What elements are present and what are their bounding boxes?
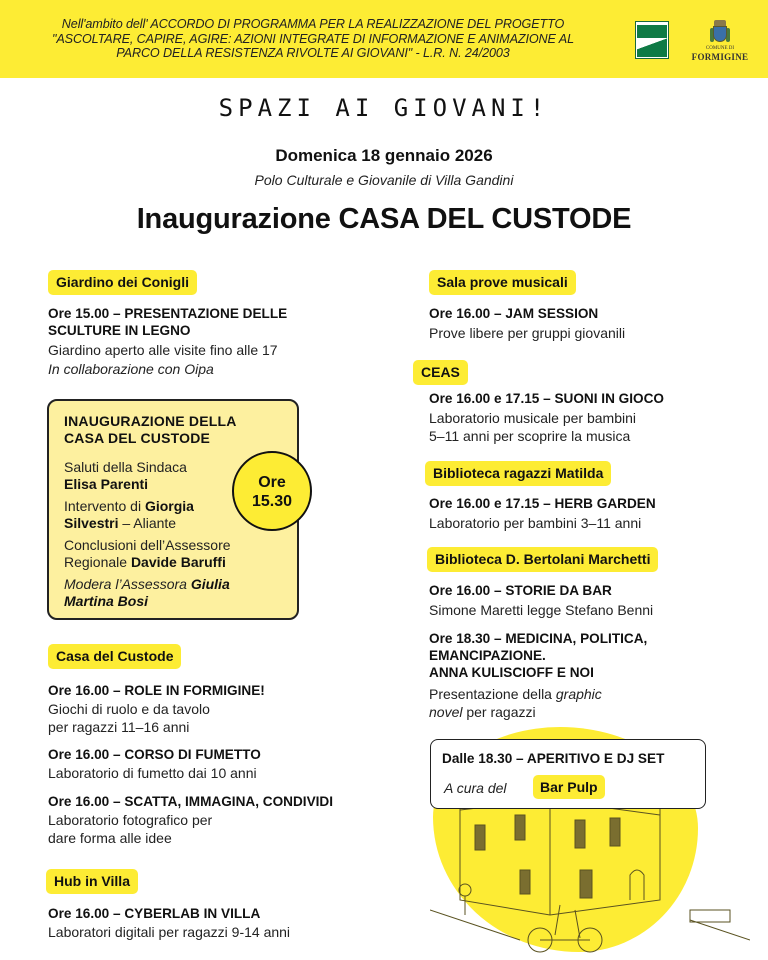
comune-formigine-logo <box>690 20 750 66</box>
comune-name: FORMIGINE <box>691 52 749 62</box>
event-title: Ore 16.00 e 17.15 – SUONI IN GIOCO <box>429 391 664 406</box>
page-title: Inaugurazione CASA DEL CUSTODE <box>136 203 632 235</box>
event-desc <box>429 685 602 721</box>
speaker-name: Giorgia <box>144 498 194 514</box>
speaker-role: Intervento di <box>64 498 145 514</box>
location-tag-sala: Sala prove musicali <box>429 270 576 295</box>
event-desc-part: per ragazzi <box>462 704 536 720</box>
event-title-line: Ore 18.30 – MEDICINA, POLITICA, <box>429 631 648 646</box>
event-desc-line: Giochi di ruolo e da tavolo <box>48 701 210 717</box>
event-desc-part: graphic <box>555 686 602 702</box>
moderator-name: Giulia <box>190 576 230 592</box>
moderator-line <box>64 576 230 610</box>
event-desc-line: Laboratorio fotografico per <box>48 812 213 828</box>
event-desc-line: dare forma alle idee <box>48 830 172 846</box>
event-desc: Prove libere per gruppi giovanili <box>429 325 626 341</box>
event-desc-part: Presentazione della <box>429 686 556 702</box>
speaker-name: Silvestri <box>64 515 119 531</box>
event-date: Domenica 18 gennaio 2026 <box>275 146 493 165</box>
event-desc <box>429 409 636 445</box>
kicker-title: SPAZI AI GIOVANI! <box>218 94 550 122</box>
event-note: In collaborazione con Oipa <box>48 361 214 377</box>
location-tag-bertolani: Biblioteca D. Bertolani Marchetti <box>427 547 658 572</box>
speaker-line <box>64 459 187 493</box>
event-title: Ore 16.00 – ROLE IN FORMIGINE! <box>48 683 265 698</box>
event-title: Ore 16.00 – JAM SESSION <box>429 306 599 321</box>
banner-line: "ASCOLTARE, CAPIRE, AGIRE: AZIONI INTEGRATE DI INFORMAZIONE E ANIMAZIONE AL <box>51 31 574 46</box>
card-title-line: INAUGURAZIONE DELLA <box>64 413 237 429</box>
event-title-line: Ore 15.00 – PRESENTAZIONE DELLE <box>48 306 288 321</box>
location-tag-ceas: CEAS <box>413 360 468 385</box>
event-desc-line: per ragazzi 11–16 anni <box>48 719 190 735</box>
event-desc: Laboratori digitali per ragazzi 9-14 anni <box>48 924 291 940</box>
event-desc-line: 5–11 anni per scoprire la musica <box>429 428 631 444</box>
badge-time: 15.30 <box>251 493 293 510</box>
location-tag-giardino: Giardino dei Conigli <box>48 270 197 295</box>
formigine-crest-icon <box>710 20 730 46</box>
event-desc: Simone Maretti legge Stefano Benni <box>429 602 654 618</box>
organizer-tag: Bar Pulp <box>533 775 605 799</box>
banner-line: Nell'ambito dell' ACCORDO DI PROGRAMMA PER LA REALIZZAZIONE DEL PROGETTO <box>61 17 565 31</box>
location-tag-matilda: Biblioteca ragazzi Matilda <box>425 461 611 486</box>
card-title-line: CASA DEL CUSTODE <box>64 430 211 446</box>
speaker-line <box>64 498 194 532</box>
event-title-line: ANNA KULISCIOFF E NOI <box>429 665 594 680</box>
moderator-name: Martina Bosi <box>64 593 149 609</box>
event-title: Dalle 18.30 – APERITIVO E DJ SET <box>442 751 665 766</box>
event-title: Ore 16.00 – STORIE DA BAR <box>429 583 612 598</box>
event-desc <box>48 811 212 847</box>
event-title: Ore 16.00 – CYBERLAB IN VILLA <box>48 906 261 921</box>
event-title: Ore 16.00 – CORSO DI FUMETTO <box>48 747 261 762</box>
speaker-role: Saluti della Sindaca <box>64 459 187 475</box>
speaker-line <box>64 537 231 571</box>
top-banner <box>0 0 768 78</box>
event-title: Ore 16.00 e 17.15 – HERB GARDEN <box>429 496 656 511</box>
event-title <box>429 630 647 681</box>
event-desc: Laboratorio per bambini 3–11 anni <box>429 515 642 531</box>
speaker-org: – Aliante <box>118 515 177 531</box>
comune-label: COMUNE DI <box>705 46 735 51</box>
event-desc-part: novel <box>429 704 463 720</box>
moderator-role: Modera l’Assessora <box>64 576 191 592</box>
event-title: Ore 16.00 – SCATTA, IMMAGINA, CONDIVIDI <box>48 794 334 809</box>
speaker-role: Conclusioni dell’Assessore <box>64 537 231 553</box>
location-tag-hub: Hub in Villa <box>46 869 138 894</box>
speaker-name: Elisa Parenti <box>64 476 149 492</box>
banner-text <box>28 17 598 61</box>
time-badge <box>232 451 312 531</box>
event-desc: Giardino aperto alle visite fino alle 17 <box>48 342 278 358</box>
banner-line: PARCO DELLA RESISTENZA RIVOLTE AI GIOVANI" - L.R. N. 24/2003 <box>116 46 510 60</box>
event-title-line: EMANCIPAZIONE. <box>429 648 546 663</box>
regione-emilia-romagna-logo-icon <box>635 21 669 59</box>
badge-label: Ore <box>258 474 286 491</box>
event-title <box>48 305 287 339</box>
event-desc: Laboratorio di fumetto dai 10 anni <box>48 765 257 781</box>
event-venue: Polo Culturale e Giovanile di Villa Gandini <box>254 172 514 188</box>
event-desc-line: Laboratorio musicale per bambini <box>429 410 636 426</box>
event-desc <box>48 700 210 736</box>
event-title-line: SCULTURE IN LEGNO <box>48 323 191 338</box>
speaker-role: Regionale <box>64 554 131 570</box>
speaker-name: Davide Baruffi <box>130 554 226 570</box>
card-title <box>64 413 237 447</box>
aperitivo-card <box>430 739 706 809</box>
location-tag-casa: Casa del Custode <box>48 644 181 669</box>
organizer-label: A cura del <box>444 780 507 796</box>
